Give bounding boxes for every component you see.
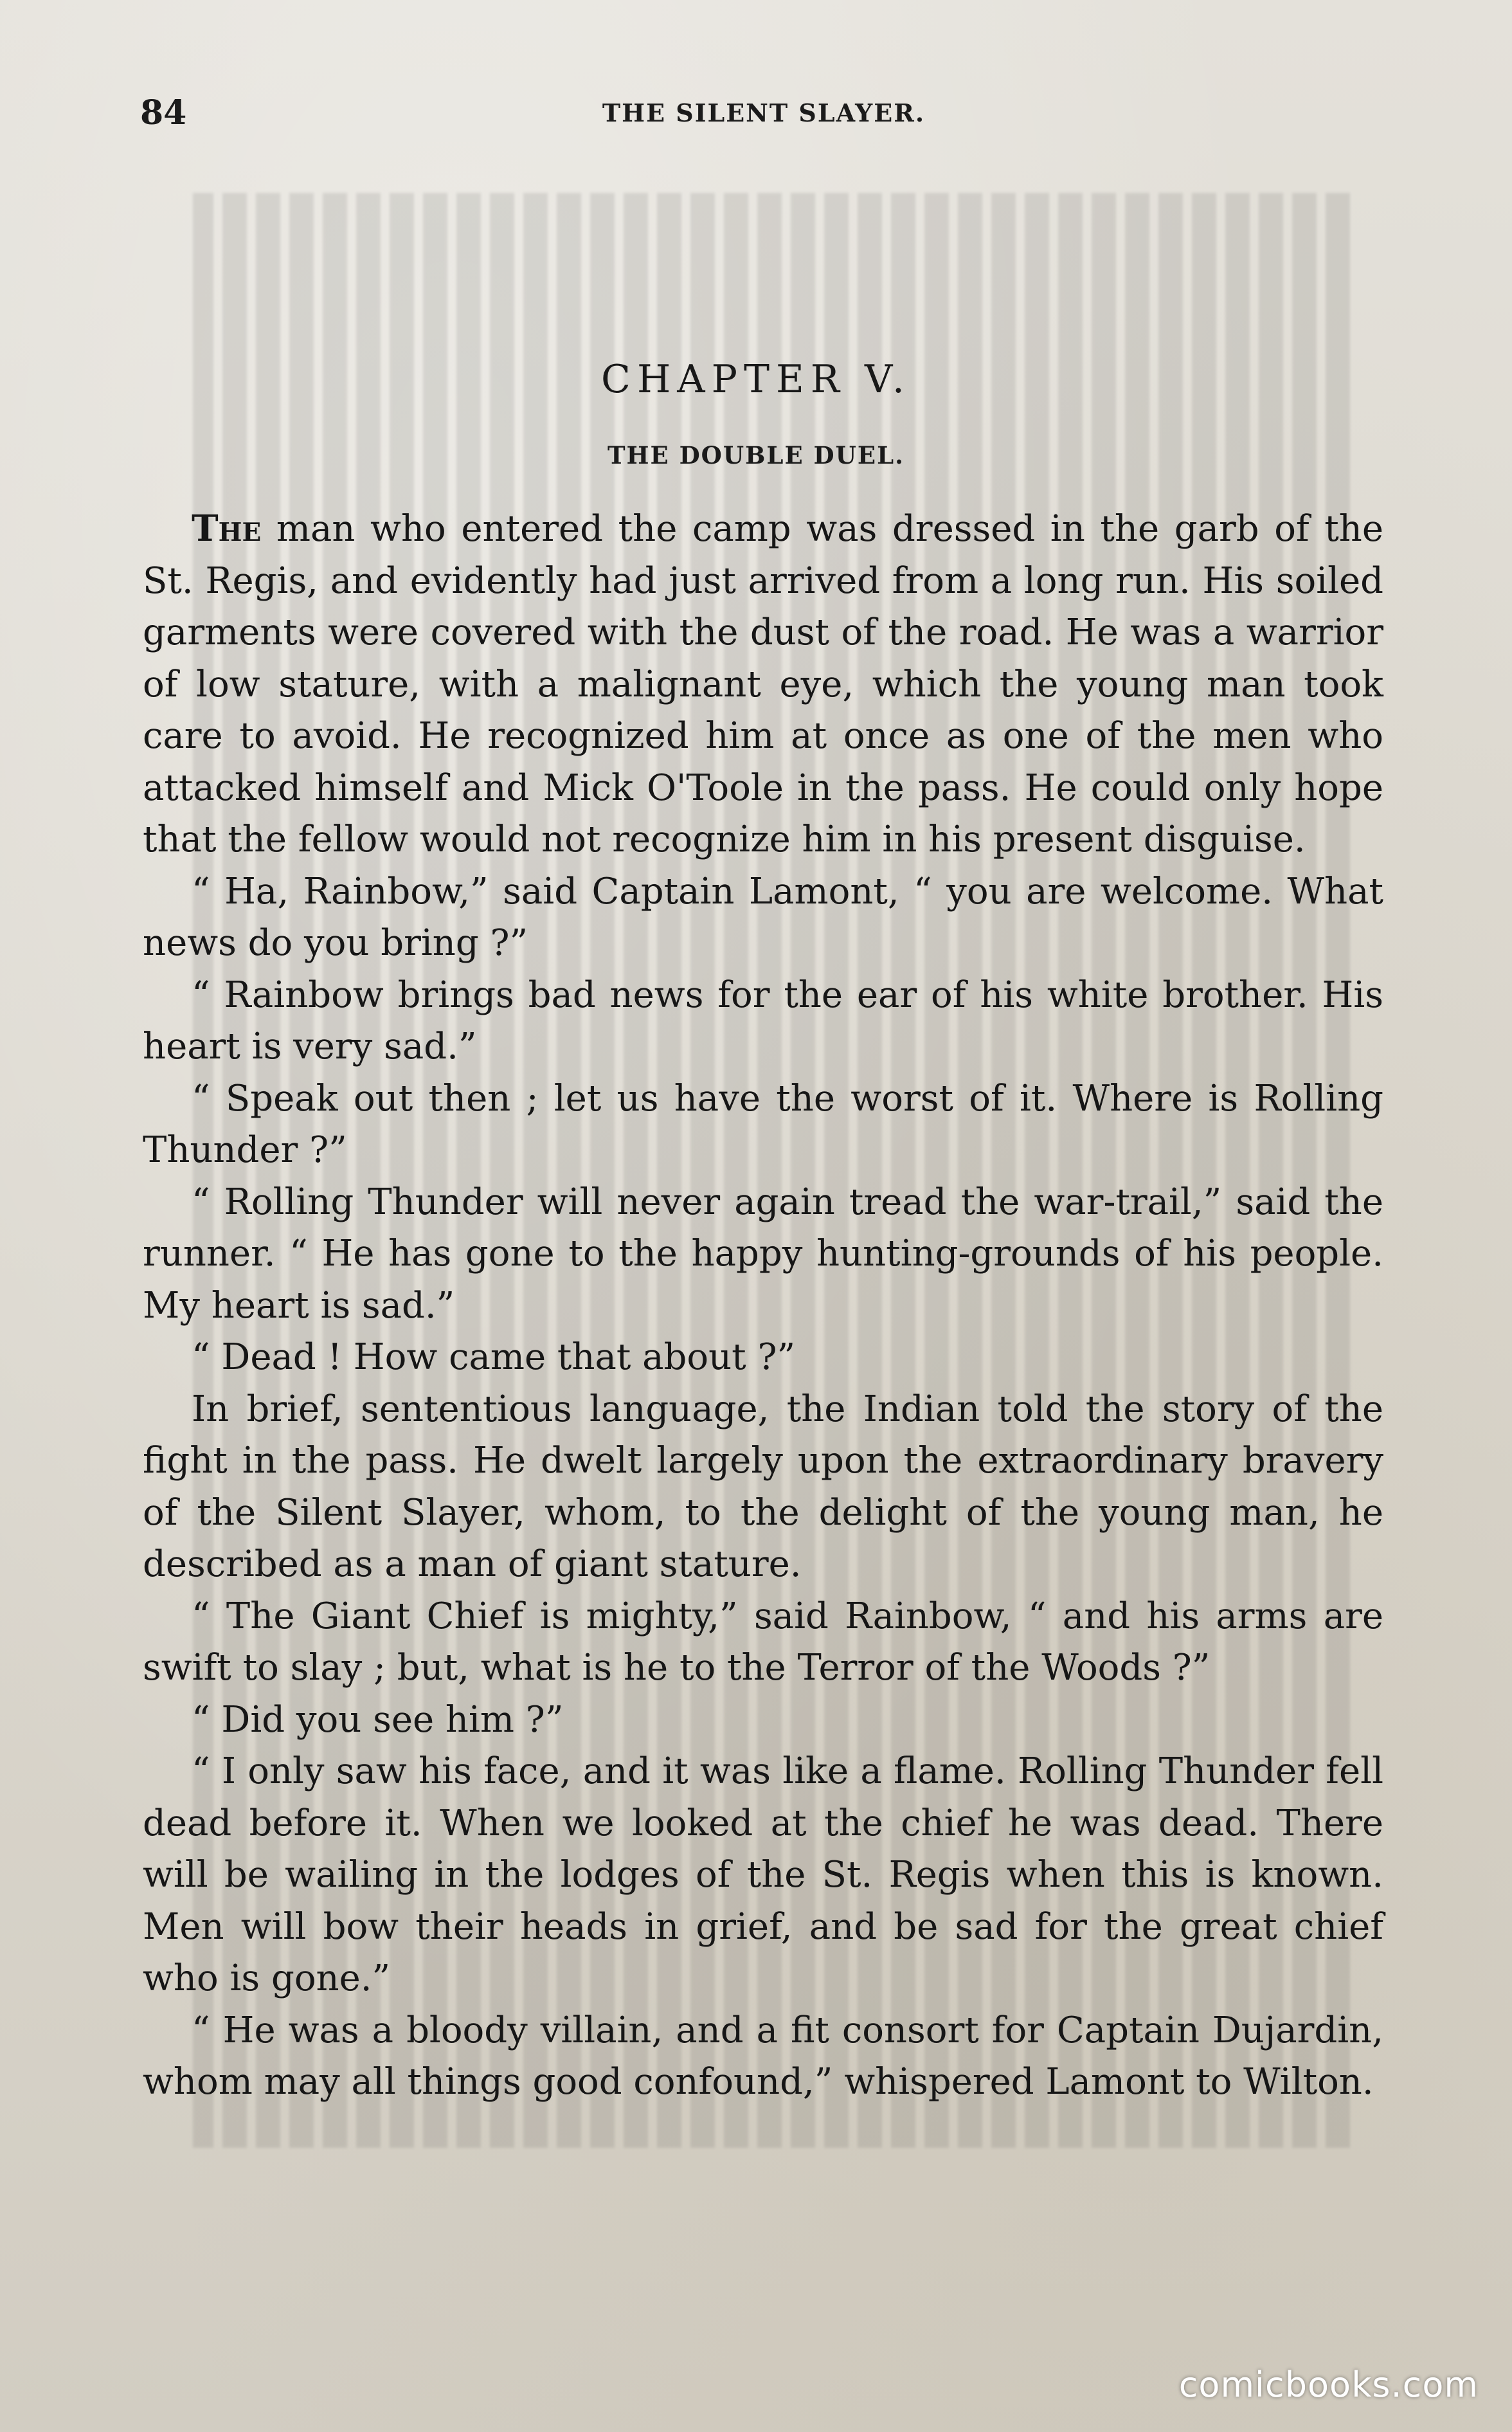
paragraph: “ He was a bloody villain, and a fit consort for Captain Dujardin, whom may all things good confound,” whispered Lamont to Wilton.	[143, 2009, 1383, 2103]
chapter-title: CHAPTER V.	[601, 357, 911, 402]
paragraph: “ Did you see him ?”	[192, 1698, 564, 1741]
chapter-subtitle: THE DOUBLE DUEL.	[608, 441, 905, 469]
page-header	[140, 93, 1387, 145]
running-title: THE SILENT SLAYER.	[602, 98, 926, 127]
lead-word: The	[192, 507, 262, 550]
paragraph	[143, 503, 1383, 866]
paragraph: “ Rainbow brings bad news for the ear of his white brother. His heart is very sad.”	[143, 974, 1383, 1067]
paragraph: “ I only saw his face, and it was like a flame. Rolling Thunder fell dead before it. When we looked at the chief he was dead. There will be wailing in the lodges of the St. Regis when this is known. Men will bow their heads in grief, and be sad for the great chief who is gone.”	[143, 1750, 1383, 1999]
paragraph: “ Speak out then ; let us have the worst of it. Where is Rolling Thunder ?”	[143, 1077, 1383, 1171]
paragraph: In brief, sententious language, the Indian told the story of the fight in the pass. He dwelt largely upon the extraordinary bravery of the Silent Slayer, whom, to the delight of the young man, he described as a man of giant stature.	[143, 1388, 1383, 1585]
watermark: comicbooks.com	[1178, 2364, 1479, 2405]
paragraph: “ The Giant Chief is mighty,” said Rainbow, “ and his arms are swift to slay ; but, what is he to the Terror of the Woods ?”	[143, 1595, 1383, 1689]
body-text	[143, 503, 1383, 2109]
paragraph: “ Ha, Rainbow,” said Captain Lamont, “ you are welcome. What news do you bring ?”	[143, 870, 1383, 964]
paragraph: “ Dead ! How came that about ?”	[192, 1336, 796, 1378]
page-number: 84	[140, 93, 187, 132]
paragraph: “ Rolling Thunder will never again tread the war-trail,” said the runner. “ He has gone to the happy hunting-grounds of his people. My heart is sad.”	[143, 1181, 1383, 1327]
paragraph-text: man who entered the camp was dressed in the garb of the St. Regis, and evidently had just arrived from a long run. His soiled garments were covered with the dust of the road. He was a warrior of low stature, with a malignant eye, which the young man took care to avoid. He recognized him at once as one of the men who attacked himself and Mick O'Toole in the pass. He could only hope that the fellow would not recognize him in his present disguise.	[143, 508, 1383, 860]
